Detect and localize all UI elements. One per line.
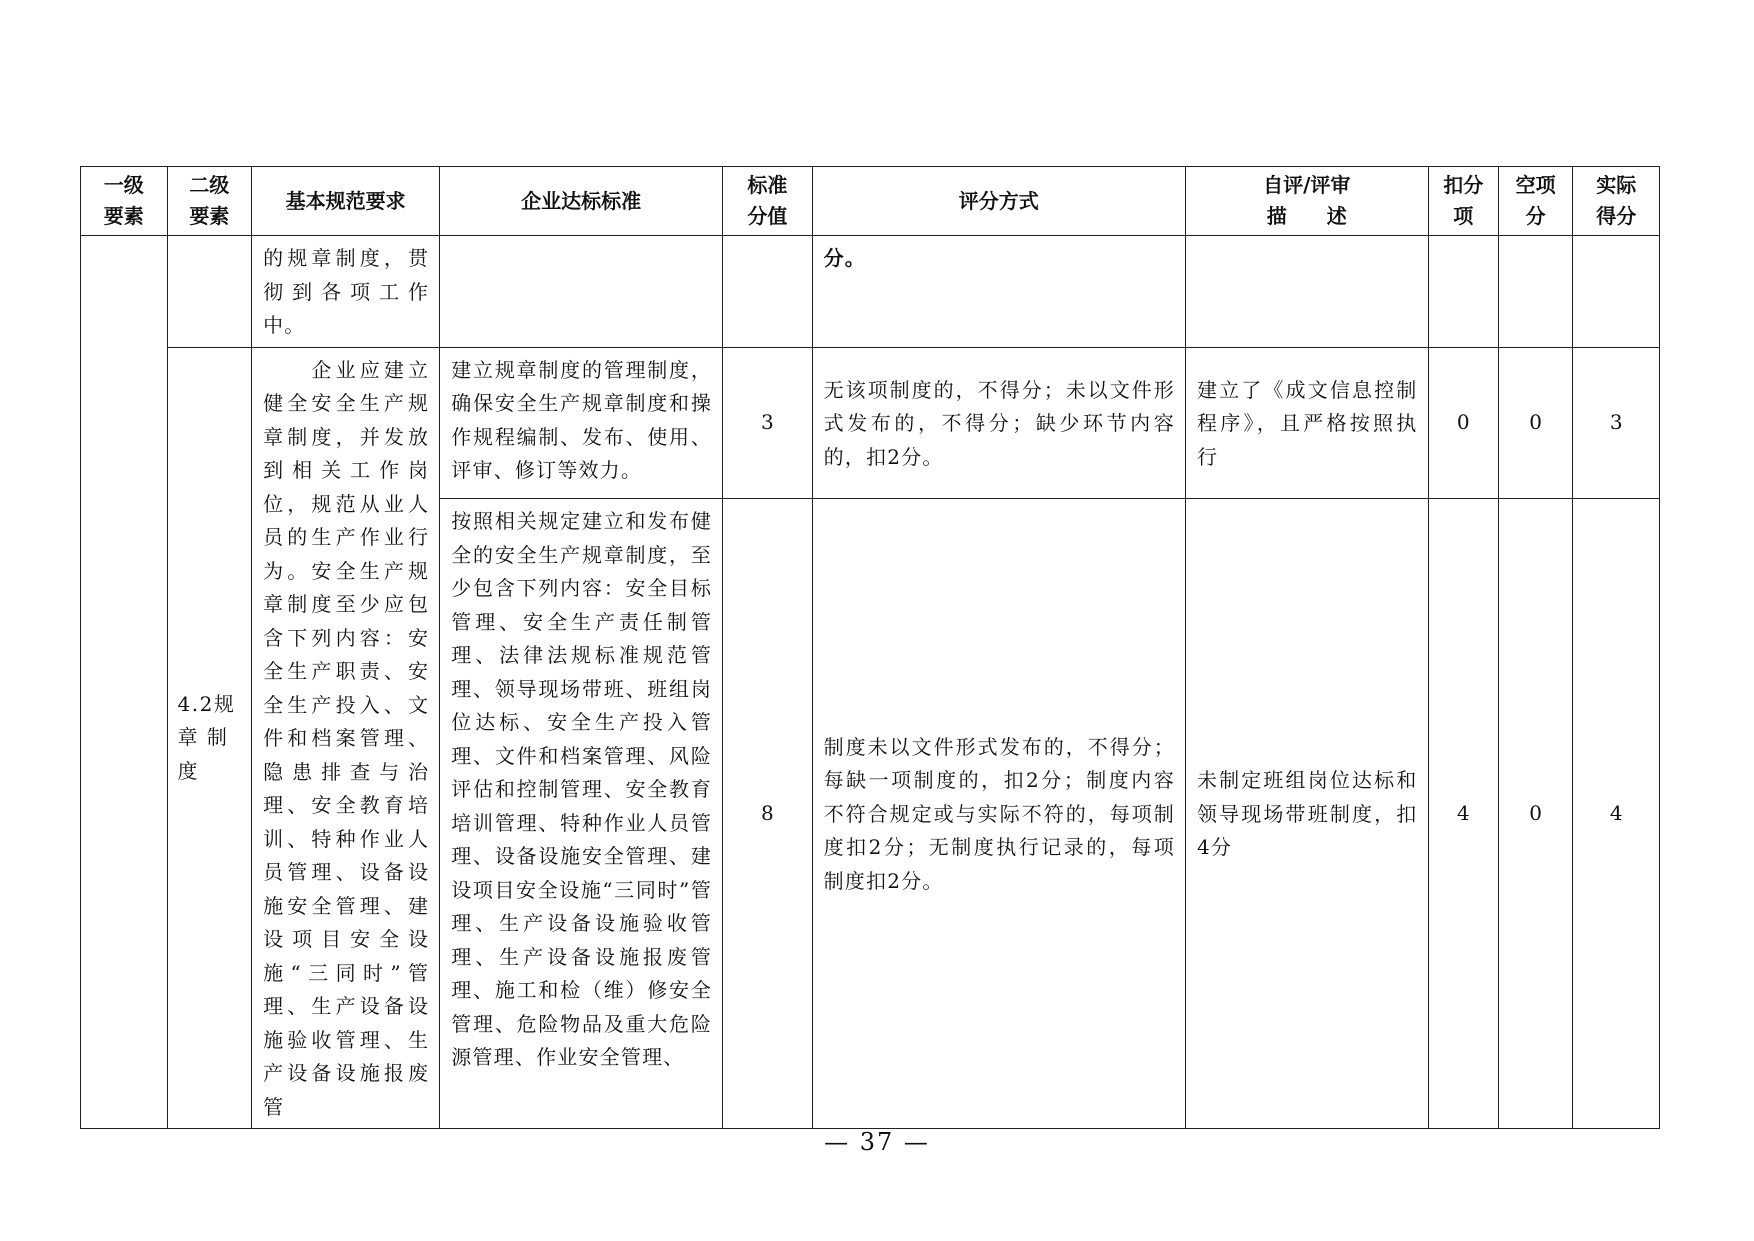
scoring-method-text: 无该项制度的，不得分；未以文件形式发布的，不得分；缺少环节内容的，扣2分。 <box>823 377 1175 469</box>
self-review-text: 建立了《成文信息控制程序》，且严格按照执行 <box>1196 377 1418 469</box>
standard-score-cell: 8 <box>723 499 813 1129</box>
scoring-method-cell <box>812 236 1185 348</box>
header-self-review: 自评/评审 描 述 <box>1185 167 1428 236</box>
header-blank-score: 空项 分 <box>1498 167 1572 236</box>
level2-text: 4.2规 章 制 度 <box>177 691 236 783</box>
blank-score-cell: 0 <box>1498 499 1572 1129</box>
scoring-method-text: 制度未以文件形式发布的，不得分；每缺一项制度的，扣2分；制度内容不符合规定或与实际不符的，每项制度扣2分；无制度执行记录的，每项制度扣2分。 <box>823 734 1175 893</box>
table-row <box>81 236 1660 348</box>
level1-cell <box>81 236 168 1129</box>
enterprise-standard-cell <box>440 236 723 348</box>
scoring-method-cell <box>812 347 1185 499</box>
level2-cell <box>167 347 252 1129</box>
scoring-method-text: 分。 <box>823 246 867 270</box>
header-row <box>81 167 1660 236</box>
evaluation-table <box>80 166 1660 1129</box>
header-enterprise-standard: 企业达标标准 <box>440 167 723 236</box>
basic-requirement-text: 的规章制度，贯彻到各项工作中。 <box>263 246 430 337</box>
page-number: — 37 — <box>824 1128 930 1156</box>
deduction-cell: 4 <box>1428 499 1498 1129</box>
scoring-method-cell <box>812 499 1185 1129</box>
deduction-cell <box>1428 236 1498 348</box>
blank-score-cell <box>1498 236 1572 348</box>
self-review-cell <box>1185 499 1428 1129</box>
standard-score-cell: 3 <box>723 347 813 499</box>
header-scoring-method: 评分方式 <box>812 167 1185 236</box>
enterprise-standard-cell <box>440 499 723 1129</box>
self-review-text: 未制定班组岗位达标和领导现场带班制度，扣4分 <box>1196 768 1418 860</box>
blank-score-cell: 0 <box>1498 347 1572 499</box>
header-standard-score: 标准 分值 <box>723 167 813 236</box>
basic-requirement-cell <box>252 347 440 1129</box>
header-deduction: 扣分 项 <box>1428 167 1498 236</box>
basic-requirement-text: 企业应建立健全安全生产规章制度，并发放到相关工作岗位，规范从业人员的生产作业行为。安全生产规章制度至少应包含下列内容：安全生产职责、安全生产投入、文件和档案管理、隐患排查与治理、安全教育培训、特种作业人员管理、设备设施安全管理、建设项目安全设施“三同时”管理、生产设备设施验收管理、生产设备设施报废管 <box>263 357 430 1119</box>
header-level2: 二级 要素 <box>167 167 252 236</box>
self-review-cell <box>1185 347 1428 499</box>
header-level1: 一级 要素 <box>81 167 168 236</box>
level2-cell <box>167 236 252 348</box>
enterprise-standard-text: 建立规章制度的管理制度，确保安全生产规章制度和操作规程编制、发布、使用、评审、修订等效力。 <box>451 357 713 482</box>
deduction-cell: 0 <box>1428 347 1498 499</box>
header-actual-score: 实际 得分 <box>1573 167 1660 236</box>
table-row <box>81 347 1660 499</box>
standard-score-cell <box>723 236 813 348</box>
actual-score-cell: 4 <box>1573 499 1660 1129</box>
actual-score-cell <box>1573 236 1660 348</box>
enterprise-standard-text: 按照相关规定建立和发布健全的安全生产规章制度，至少包含下列内容：安全目标管理、安全生产责任制管理、法律法规标准规范管理、领导现场带班、班组岗位达标、安全生产投入管理、文件和档案管理、风险评估和控制管理、安全教育培训管理、特种作业人员管理、设备设施安全管理、建设项目安全设施“三同时”管理、生产设备设施验收管理、生产设备设施报废管理、施工和检（维）修安全管理、危险物品及重大危险源管理、作业安全管理、 <box>451 509 713 1070</box>
header-basic-requirement: 基本规范要求 <box>252 167 440 236</box>
self-review-cell <box>1185 236 1428 348</box>
actual-score-cell: 3 <box>1573 347 1660 499</box>
basic-requirement-cell <box>252 236 440 348</box>
enterprise-standard-cell <box>440 347 723 499</box>
